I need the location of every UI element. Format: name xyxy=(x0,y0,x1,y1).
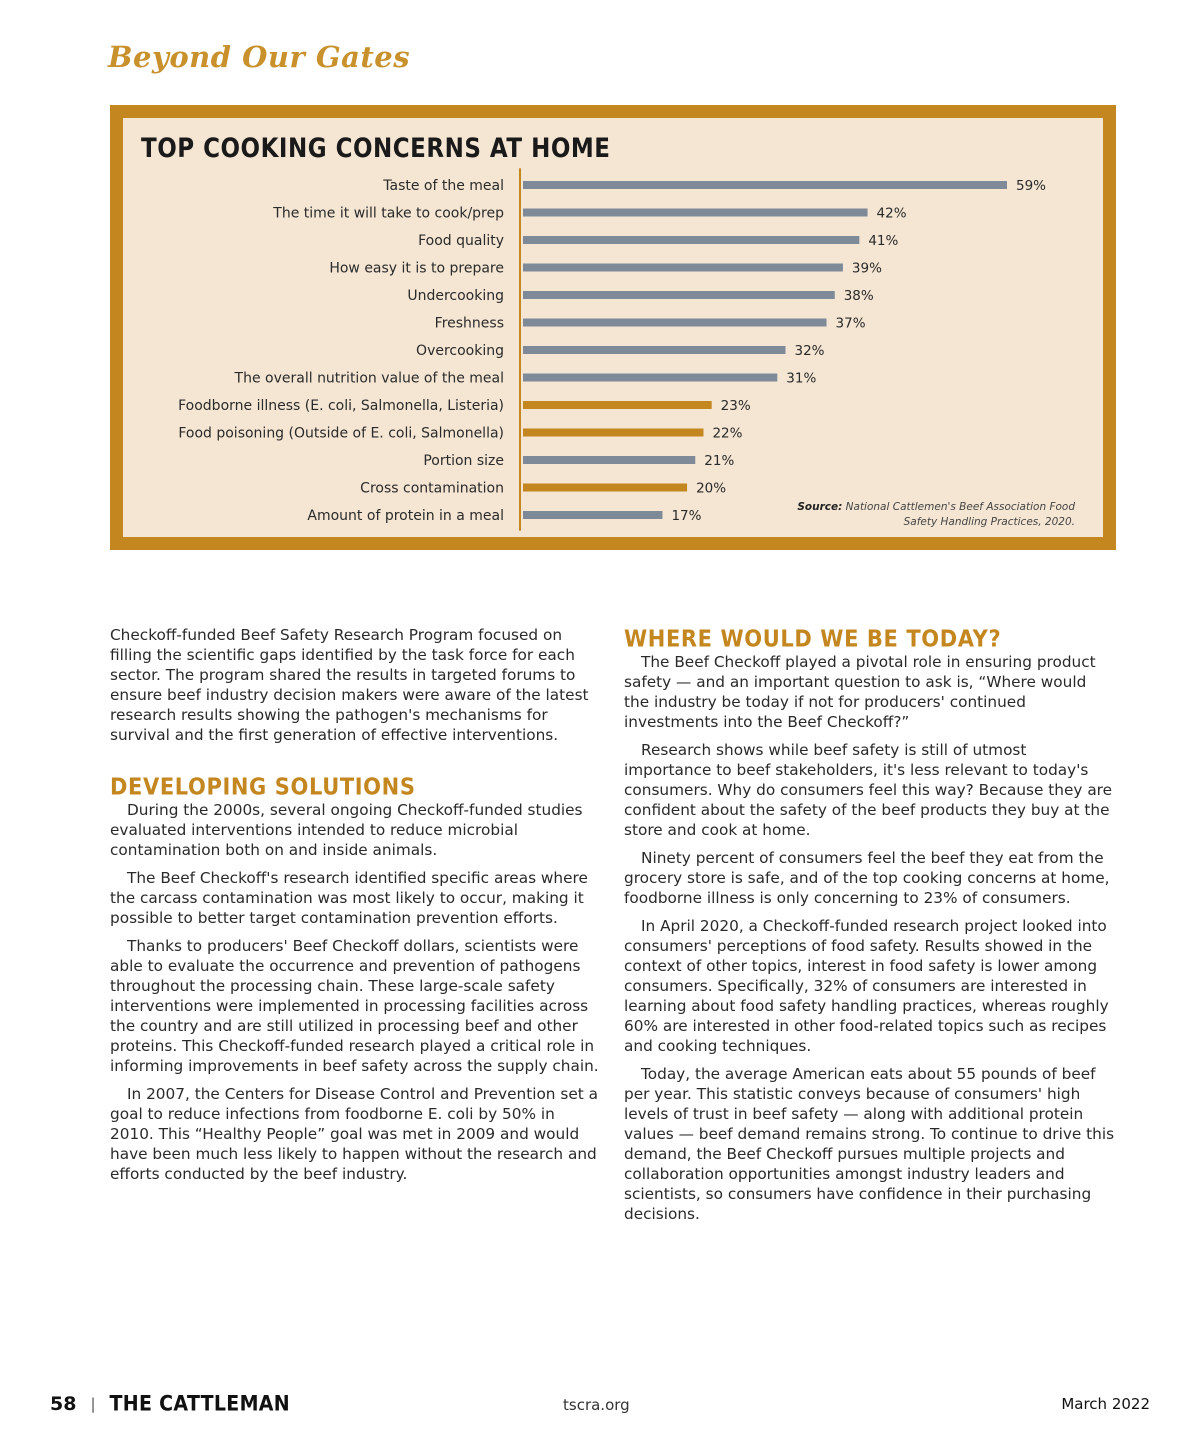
category-label: How easy it is to prepare xyxy=(329,260,504,277)
bar xyxy=(523,511,662,519)
chart-title: TOP COOKING CONCERNS AT HOME xyxy=(141,134,611,164)
bar xyxy=(523,346,786,354)
category-label: The overall nutrition value of the meal xyxy=(234,370,504,387)
bar xyxy=(523,236,859,244)
website-link[interactable]: tscra.org xyxy=(563,1396,630,1414)
bar xyxy=(523,319,827,327)
chart-source-label: Source: xyxy=(797,501,843,513)
page-number: 58 xyxy=(50,1393,77,1415)
bar xyxy=(523,209,868,217)
body-paragraph: Research shows while beef safety is still of utmost importance to beef stakeholders, it's less relevant to today's consumers. Why do consumers feel this way? Because they are confident about the safety of the beef products they buy at the store and cook at home. xyxy=(624,741,1113,839)
body-paragraph: Ninety percent of consumers feel the beef they eat from the grocery store is safe, and of the top cooking concerns at home, foodborne illness is only concerning to 23% of consumers. xyxy=(624,849,1110,907)
category-label: Freshness xyxy=(434,315,504,332)
value-label: 42% xyxy=(876,205,907,222)
bar xyxy=(523,456,695,464)
intro-paragraph: Checkoff-funded Beef Safety Research Program focused on filling the scientific gaps identified by the task force for each sector. The program shared the results in targeted forums to ensure beef industry decision makers were aware of the latest research results showing the pathogen's mechanisms for survival and the first generation of effective interventions. xyxy=(110,626,589,744)
body-paragraph: Today, the average American eats about 55 pounds of beef per year. This statistic conveys because of consumers' high levels of trust in beef safety — along with additional protein values — beef demand remains strong. To continue to drive this demand, the Beef Checkoff pursues multiple projects and collaboration opportunities amongst industry leaders and scientists, so consumers have confidence in their purchasing decisions. xyxy=(624,1065,1115,1223)
bar xyxy=(523,484,687,492)
chart-source-text: National Cattlemen's Beef Association Food Safety Handling Practices, 2020. xyxy=(845,501,1075,528)
category-label: Foodborne illness (E. coli, Salmonella, Listeria) xyxy=(178,398,504,414)
value-label: 17% xyxy=(671,508,702,524)
category-label: Amount of protein in a meal xyxy=(307,508,504,524)
body-paragraph: The Beef Checkoff played a pivotal role in ensuring product safety — and an important question to ask is, “Where would the industry be today if not for producers' continued investments into the Beef Checkoff?” xyxy=(624,653,1096,731)
chart-frame xyxy=(110,105,1116,550)
bar xyxy=(523,429,703,437)
body-paragraph: In April 2020, a Checkoff-funded research project looked into consumers' perceptions of food safety. Results showed in the context of other topics, interest in food safety is lower among consumers. Specifically, 32% of consumers are interested in learning about food safety handling practices, whereas roughly 60% are interested in other food-related topics such as recipes and cooking techniques. xyxy=(624,917,1109,1055)
value-label: 23% xyxy=(720,398,751,414)
publication-name: THE CATTLEMAN xyxy=(109,1391,291,1417)
category-label: Food quality xyxy=(418,233,504,249)
value-label: 37% xyxy=(835,315,866,332)
chart-panel xyxy=(123,118,1103,537)
value-label: 59% xyxy=(1016,178,1047,194)
category-label: Taste of the meal xyxy=(383,178,504,194)
value-label: 39% xyxy=(851,260,882,277)
where-would-we-be-heading: WHERE WOULD WE BE TODAY? xyxy=(624,625,1002,652)
bar-chart xyxy=(123,118,1103,537)
developing-solutions-heading: DEVELOPING SOLUTIONS xyxy=(110,773,416,800)
bar xyxy=(523,291,835,299)
value-label: 22% xyxy=(712,425,743,442)
body-paragraph: In 2007, the Centers for Disease Control and Prevention set a goal to reduce infections from foodborne E. coli by 50% in 2010. This “Healthy People” goal was met in 2009 and would have been much less likely to happen without the research and efforts conducted by the beef industry. xyxy=(110,1085,598,1183)
value-label: 21% xyxy=(704,453,735,469)
category-label: Overcooking xyxy=(416,343,504,359)
body-paragraph: During the 2000s, several ongoing Checkoff-funded studies evaluated interventions intended to reduce microbial contamination both on and inside animals. xyxy=(110,801,583,859)
footer-separator: | xyxy=(90,1395,96,1413)
right-column xyxy=(624,625,1116,1232)
category-label: The time it will take to cook/prep xyxy=(273,205,504,222)
category-label: Food poisoning (Outside of E. coli, Salmonella) xyxy=(178,425,504,442)
body-paragraph: Thanks to producers' Beef Checkoff dollars, scientists were able to evaluate the occurrence and prevention of pathogens throughout the processing chain. These large-scale safety interventions were implemented in processing facilities across the country and are still utilized in processing beef and other proteins. This Checkoff-funded research played a critical role in informing improvements in beef safety across the supply chain. xyxy=(110,937,599,1075)
category-label: Portion size xyxy=(423,453,504,469)
value-label: 38% xyxy=(843,288,874,304)
left-column xyxy=(110,625,602,1192)
bar xyxy=(523,401,712,409)
value-label: 31% xyxy=(786,370,817,387)
value-label: 41% xyxy=(868,233,899,249)
value-label: 32% xyxy=(794,343,825,359)
bar xyxy=(523,374,777,382)
value-label: 20% xyxy=(696,480,727,497)
issue-date: March 2022 xyxy=(1061,1395,1150,1413)
chart-source xyxy=(775,500,1075,530)
category-label: Cross contamination xyxy=(360,480,504,497)
bar xyxy=(523,264,843,272)
footer-publication xyxy=(50,1393,290,1415)
section-tag: Beyond Our Gates xyxy=(108,40,411,74)
category-label: Undercooking xyxy=(407,288,504,304)
bar xyxy=(523,181,1007,189)
body-paragraph: The Beef Checkoff's research identified specific areas where the carcass contamination was most likely to occur, making it possible to better target contamination prevention efforts. xyxy=(110,869,588,927)
